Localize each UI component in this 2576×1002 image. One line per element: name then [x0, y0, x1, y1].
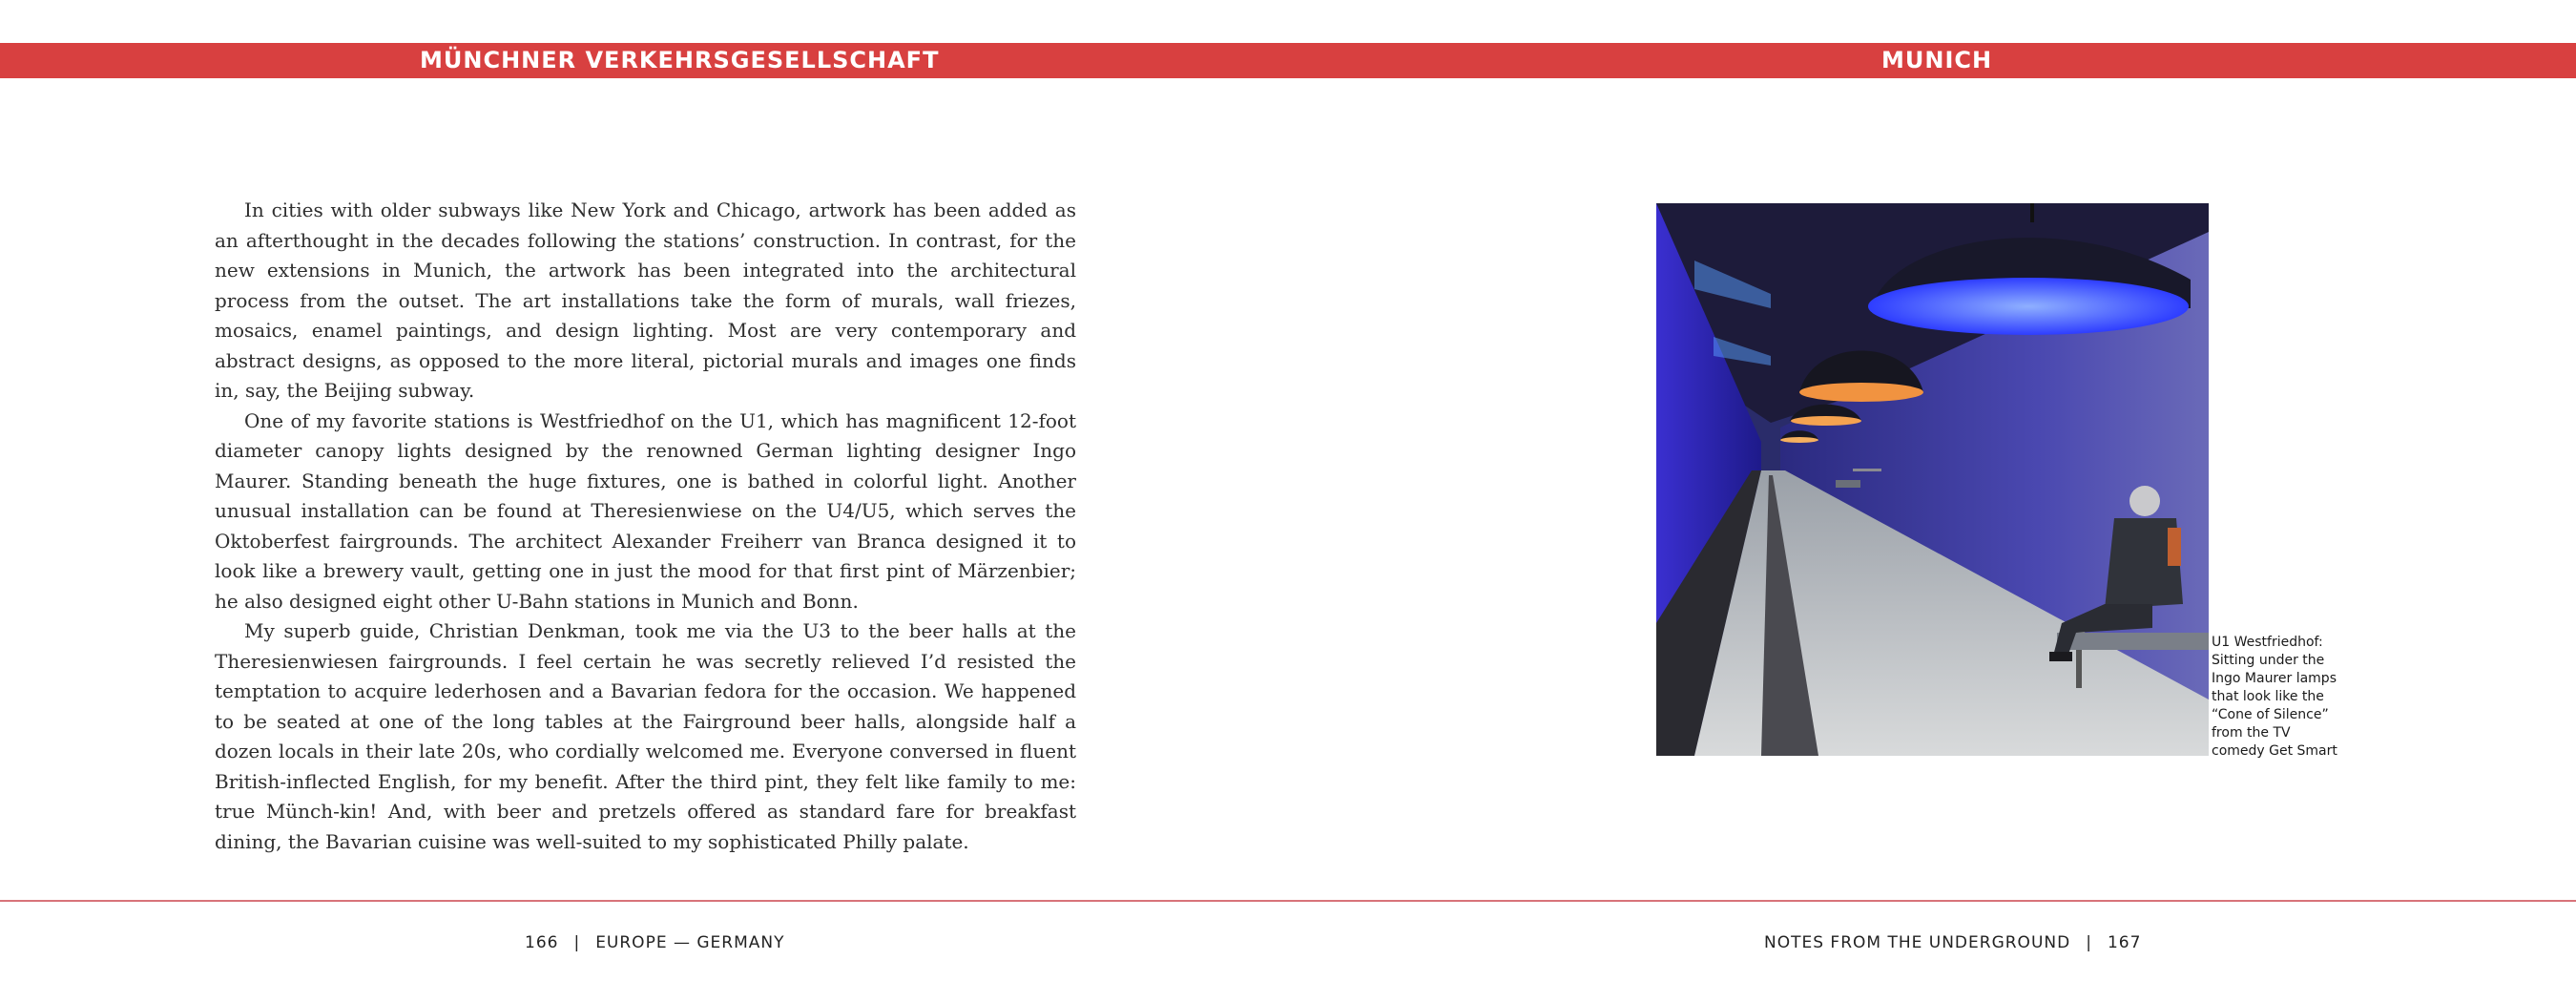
- footer-rule: [0, 900, 2576, 902]
- page-number: 167: [2107, 933, 2142, 952]
- right-page-footer: [1764, 931, 2141, 954]
- separator: |: [573, 933, 581, 952]
- separator: |: [2086, 933, 2092, 952]
- header-band: [0, 43, 2576, 78]
- body-text: [215, 196, 1076, 857]
- station-photo: [1656, 203, 2209, 756]
- paragraph: One of my favorite stations is Westfriedhof on the U1, which has magnificent 12-foot diameter canopy lights designed by the renowned German lighting designer Ingo Maurer. Standing beneath the huge fixtures, one is bathed in colorful light. Another unusual installation can be found at Theresienwiese on the U4/U5, which serves the Oktoberfest fairgrounds. The architect Alexander Freiherr van Branca designed it to look like a brewery vault, getting one in just the mood for that first pint of Märzenbier; he also designed eight other U-Bahn stations in Munich and Bonn.: [215, 408, 1076, 613]
- left-page-running-head: MÜNCHNER VERKEHRSGESELLSCHAFT: [420, 47, 940, 73]
- page-number: 166: [525, 933, 559, 952]
- photo-caption: U1 Westfriedhof: Sitting under the Ingo Maurer lamps that look like the “Cone of Silence” from the TV comedy Get Smart: [2212, 635, 2337, 759]
- book-title: NOTES FROM THE UNDERGROUND: [1764, 933, 2071, 952]
- right-page-running-head: MUNICH: [1881, 47, 1993, 73]
- paragraph: In cities with older subways like New York and Chicago, artwork has been added as an afterthought in the decades following the stations’ construction. In contrast, for the new extensions in Munich, the artwork has been integrated into the architectural process from the outset. The art installations take the form of murals, wall friezes, mosaics, enamel paintings, and design lighting. Most are very contemporary and abstract designs, as opposed to the more literal, pictorial murals and images one finds in, say, the Beijing subway.: [215, 198, 1076, 402]
- left-page-footer: [525, 931, 785, 954]
- section-label: EUROPE — GERMANY: [595, 933, 785, 952]
- paragraph: My superb guide, Christian Denkman, took me via the U3 to the beer halls at the Theresienwiesen fairgrounds. I feel certain he was secretly relieved I’d resisted the temptation to acquire lederhosen and a Bavarian fedora for the occasion. We happened to be seated at one of the long tables at the Fairground beer halls, alongside half a dozen locals in their late 20s, who cordially welcomed me. Everyone conversed in fluent British-inflected English, for my benefit. After the third pint, they felt like family to me: true Münch-kin! And, with beer and pretzels offered as standard fare for breakfast dining, the Bavarian cuisine was well-suited to my sophisticated Philly palate.: [215, 619, 1076, 853]
